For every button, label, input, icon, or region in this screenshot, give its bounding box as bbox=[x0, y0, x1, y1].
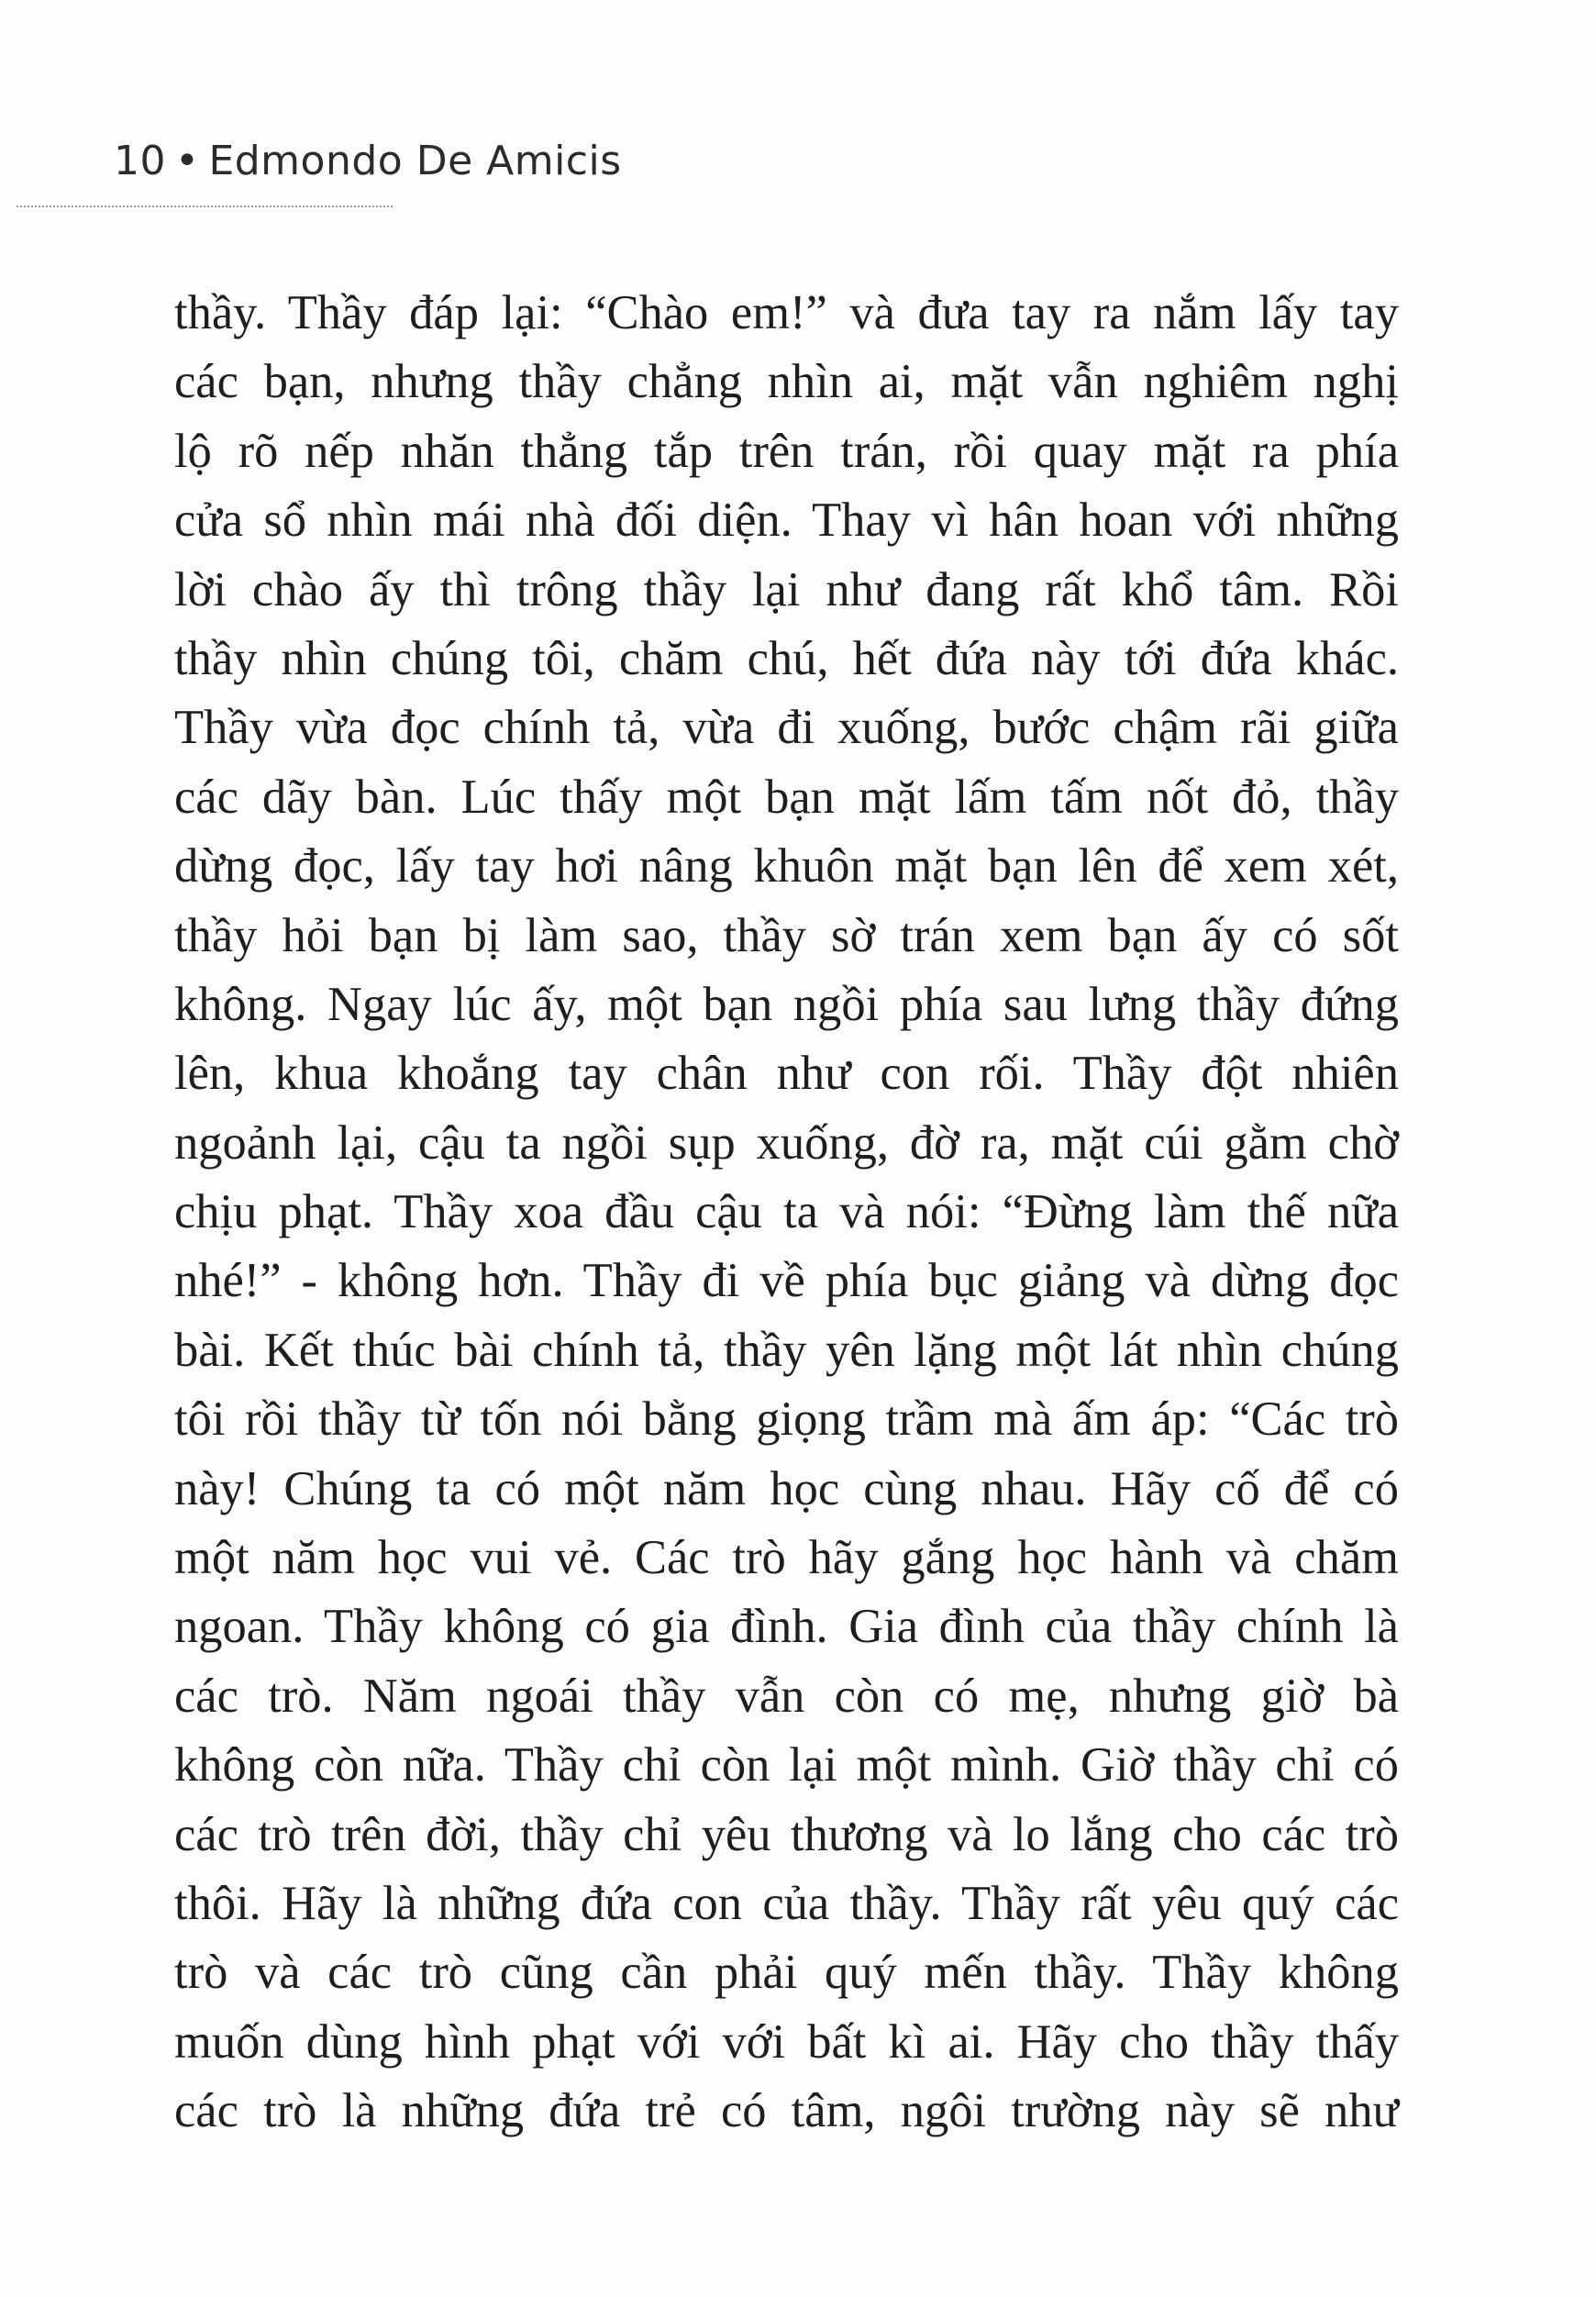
text-line: muốn dùng hình phạt với với bất kì ai. Hãy cho thầy thấy bbox=[174, 2014, 1399, 2069]
text-line: dừng đọc, lấy tay hơi nâng khuôn mặt bạn lên để xem xét, bbox=[174, 839, 1399, 893]
text-line: thôi. Hãy là những đứa con của thầy. Thầy rất yêu quý các bbox=[174, 1876, 1399, 1930]
text-line: ngoảnh lại, cậu ta ngồi sụp xuống, đờ ra, mặt cúi gằm chờ bbox=[174, 1115, 1399, 1170]
text-line: không. Ngay lúc ấy, một bạn ngồi phía sau lưng thầy đứng bbox=[174, 977, 1399, 1031]
text-line: Thầy vừa đọc chính tả, vừa đi xuống, bước chậm rãi giữa bbox=[174, 701, 1399, 755]
text-line: này! Chúng ta có một năm học cùng nhau. Hãy cố để có bbox=[174, 1461, 1399, 1515]
text-line: ngoan. Thầy không có gia đình. Gia đình của thầy chính là bbox=[174, 1600, 1399, 1654]
text-line: thầy hỏi bạn bị làm sao, thầy sờ trán xem bạn ấy có sốt bbox=[174, 908, 1399, 962]
page-number: 10 bbox=[114, 138, 166, 184]
text-line: lộ rõ nếp nhăn thẳng tắp trên trán, rồi quay mặt ra phía bbox=[174, 424, 1399, 478]
text-line: một năm học vui vẻ. Các trò hãy gắng học hành và chăm bbox=[174, 1531, 1399, 1585]
body-text bbox=[174, 279, 1399, 2147]
running-head bbox=[114, 138, 622, 184]
text-line: các trò trên đời, thầy chỉ yêu thương và lo lắng cho các trò bbox=[174, 1807, 1399, 1861]
text-line: không còn nữa. Thầy chỉ còn lại một mình. Giờ thầy chỉ có bbox=[174, 1738, 1399, 1792]
text-line: tôi rồi thầy từ tốn nói bằng giọng trầm mà ấm áp: “Các trò bbox=[174, 1393, 1399, 1447]
text-line: thầy. Thầy đáp lại: “Chào em!” và đưa tay ra nắm lấy tay bbox=[174, 286, 1399, 339]
text-line: các trò là những đứa trẻ có tâm, ngôi trường này sẽ như bbox=[174, 2084, 1399, 2138]
text-line: các trò. Năm ngoái thầy vẫn còn có mẹ, nhưng giờ bà bbox=[174, 1669, 1399, 1723]
text-line: các dãy bàn. Lúc thấy một bạn mặt lấm tấm nốt đỏ, thầy bbox=[174, 770, 1399, 824]
header-dotted-rule bbox=[17, 205, 393, 207]
text-line: các bạn, nhưng thầy chẳng nhìn ai, mặt vẫn nghiêm nghị bbox=[174, 355, 1399, 409]
text-line: thầy nhìn chúng tôi, chăm chú, hết đứa này tới đứa khác. bbox=[174, 631, 1399, 685]
text-line: chịu phạt. Thầy xoa đầu cậu ta và nói: “Đừng làm thế nữa bbox=[174, 1185, 1399, 1239]
text-line: lời chào ấy thì trông thầy lại như đang rất khổ tâm. Rồi bbox=[174, 562, 1399, 616]
text-line: trò và các trò cũng cần phải quý mến thầy. Thầy không bbox=[174, 1946, 1399, 2000]
header-separator: • bbox=[175, 138, 200, 184]
text-line: lên, khua khoắng tay chân như con rối. Thầy đột nhiên bbox=[174, 1047, 1399, 1101]
author-name: Edmondo De Amicis bbox=[208, 138, 622, 184]
text-line: cửa sổ nhìn mái nhà đối diện. Thay vì hân hoan với những bbox=[174, 494, 1399, 548]
text-line: bài. Kết thúc bài chính tả, thầy yên lặng một lát nhìn chúng bbox=[174, 1323, 1399, 1377]
text-line: nhé!” - không hơn. Thầy đi về phía bục giảng và dừng đọc bbox=[174, 1254, 1399, 1308]
